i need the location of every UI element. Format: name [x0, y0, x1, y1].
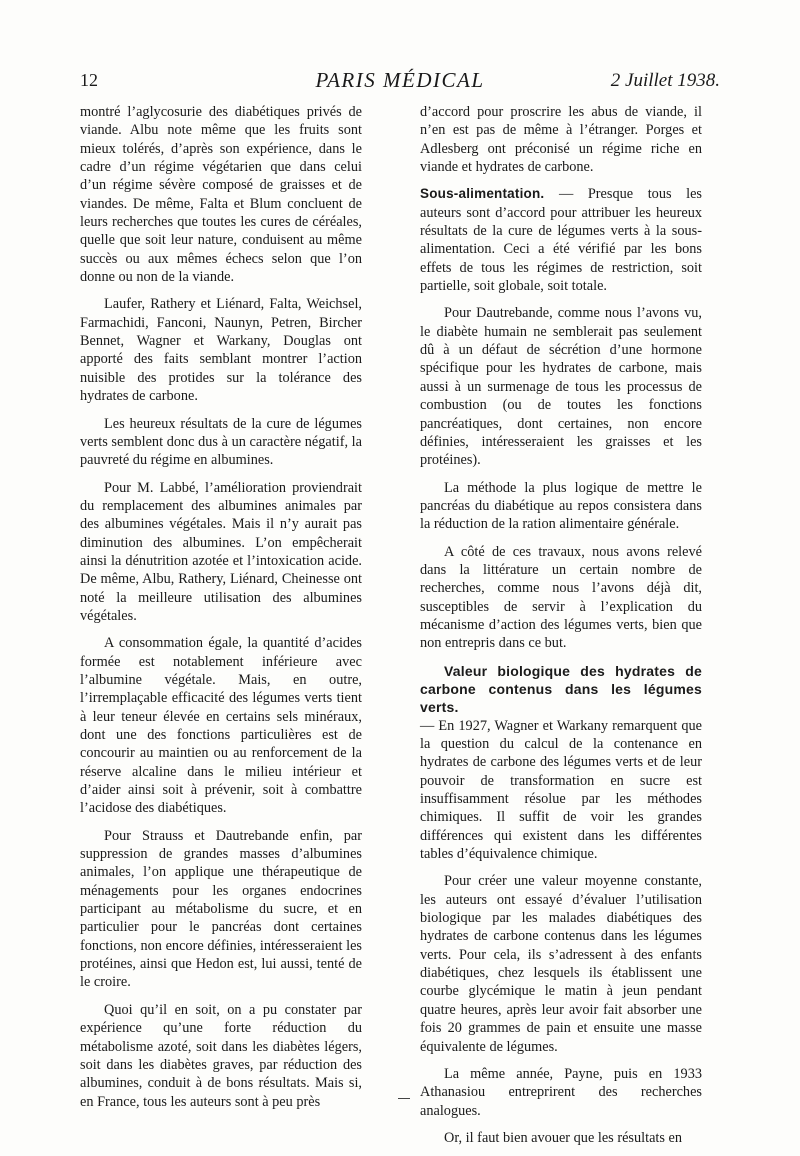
paragraph: d’accord pour proscrire les abus de viande, il n’en est pas de même à l’étranger. Porges et Adlesberg ont préconisé un régime riche en viande et hydrates de carbone. [420, 104, 702, 176]
section-heading: Valeur biologique des hydrates de carbone contenus dans les légumes verts. [420, 662, 702, 716]
journal-title: PARIS MÉDICAL [315, 68, 485, 92]
paragraph: Pour Strauss et Dautrebande enfin, par suppression de grandes masses d’albumines animales, l’on applique une thérapeutique de ménagements pour les organes endocrines participant au métabolisme du sucre, et en particulier pour le pancréas dont certaines fonctions, non encore définies, intéresseraient les protéines, ainsi que Hedon est, lui aussi, tenté de le croire. [80, 827, 362, 991]
paragraph: A côté de ces travaux, nous avons relevé dans la littérature un certain nombre de recherches, comme nous l’avons déjà dit, susceptibles de servir à l’explication du mécanisme d’action des légumes verts, bien que non entrepris dans ce but. [420, 543, 702, 652]
paragraph: A consommation égale, la quantité d’acides formée est notablement inférieure avec l’albumine végétale. Mais, en outre, l’irremplaçable efficacité des légumes verts tient à leur teneur élevée en certains sels minéraux, dont une des fonctions particulières est de concourir au maintien ou au renforcement de la réserve alcaline dans le milieu intérieur et d’aider ainsi soit à prévenir, soit à combattre l’acidose des diabétiques. [80, 635, 362, 817]
paragraph-text: — Presque tous les auteurs sont d’accord pour attribuer les heureux résultats de la cure de légumes verts à la sous-alimentation. Ceci a été vérifié par les bons effets de tous les régimes de restriction, soit partielle, soit globale, soit totale. [420, 186, 702, 295]
paragraph: — En 1927, Wagner et Warkany remarquent que la question du calcul de la contenance en hydrates de carbone des légumes verts et de leur pouvoir de transformation en sucre est insuffisamment résolue par les méthodes chimiques. Il suffit de voir les grandes différences qui existent dans les différentes tables d’équivalence chimique. [420, 717, 702, 863]
issue-date: 2 Juillet 1938. [610, 70, 720, 91]
paragraph: Pour M. Labbé, l’amélioration proviendrait du remplacement des albumines animales par des albumines végétales. Mais il n’y aurait pas diminution des albumines. L’on empêcherait ainsi la dénutrition azotée et l’intoxication acide. De même, Albu, Rathery, Liénard, Cheinesse ont noté la meilleure utilisation des albumines végétales. [80, 479, 362, 624]
left-column [80, 103, 362, 1120]
page-header [80, 70, 720, 100]
right-column [420, 103, 702, 1156]
paragraph: La même année, Payne, puis en 1933 Athanasiou entreprirent des recherches analogues. [420, 1065, 702, 1119]
print-mark [398, 1098, 410, 1099]
paragraph: Pour créer une valeur moyenne constante, les auteurs ont essayé d’évaluer l’utilisation biologique par les malades diabétiques des hydrates de carbone contenus dans les légumes verts. Pour cela, ils s’adressent à des enfants diabétiques, chez lesquels ils établissent une courbe glycémique le matin à jeun pendant quatre heures, après leur avoir fait absorber une fois 20 grammes de pain et ensuite une masse équivalente de légumes. [420, 873, 702, 1055]
paragraph: montré l’aglycosurie des diabétiques privés de viande. Albu note même que les fruits sont mieux tolérés, d’après son expérience, dans le cadre d’un régime végétarien que dans celui d’un régime sévère composé de graisses et de viandes. De même, Falta et Blum concluent de leurs recherches que toutes les cures de céréales, quelle que soit leur nature, conduisent au même succès ou aux mêmes échecs selon que l’on donne ou non de la viande. [80, 104, 362, 286]
page-number: 12 [80, 70, 98, 90]
paragraph: Pour Dautrebande, comme nous l’avons vu, le diabète humain ne semblerait pas seulement dû à un défaut de sécrétion d’une hormone spécifique pour les hydrates de carbone, mais aussi à un surmenage de tous les processus de combustion (ou de toutes les fonctions pancréatiques, dont certaines, non encore définies, intéresseraient les graisses et les protéines). [420, 305, 702, 469]
section-heading: Sous-alimentation. [420, 186, 545, 202]
paragraph: Les heureux résultats de la cure de légumes verts semblent donc dus à un caractère négatif, la pauvreté du régime en albumines. [80, 415, 362, 469]
paragraph: Quoi qu’il en soit, on a pu constater par expérience qu’une forte réduction du métabolisme azoté, soit dans les diabètes légers, soit dans les diabètes graves, par réduction des albumines, conduit à de bons résultats. Mais si, en France, tous les auteurs sont à peu près [80, 1001, 362, 1110]
paragraph: Laufer, Rathery et Liénard, Falta, Weichsel, Farmachidi, Fanconi, Naunyn, Petren, Bircher Bennet, Wagner et Warkany, Douglas ont apporté des faits semblant montrer l’action nuisible des protides sur la tolérance des hydrates de carbone. [80, 296, 362, 405]
paragraph: Or, il faut bien avouer que les résultats en [444, 1129, 683, 1146]
paragraph: La méthode la plus logique de mettre le pancréas du diabétique au repos consistera dans la réduction de la ration alimentaire générale. [420, 479, 702, 533]
